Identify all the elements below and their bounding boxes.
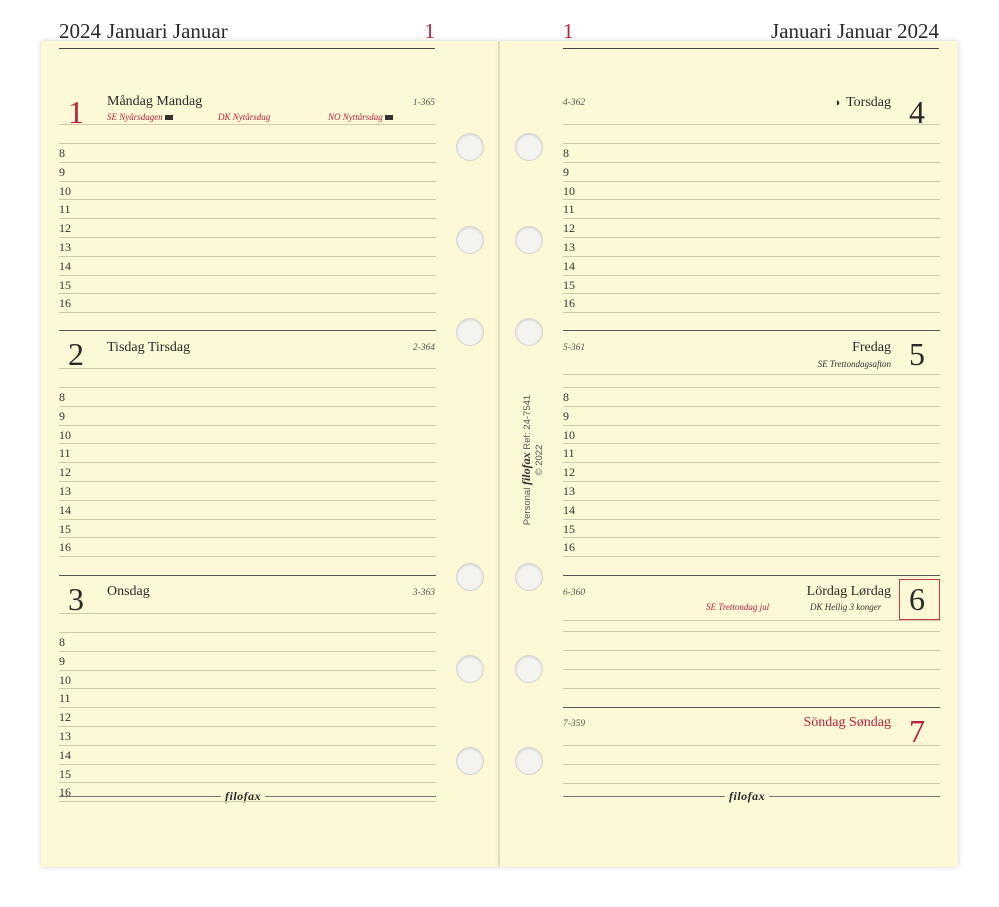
header-month-year: Januari Januar 2024 (771, 19, 939, 43)
ruled-line (563, 256, 940, 257)
ruled-line (563, 519, 940, 520)
hour-label: 8 (563, 146, 569, 160)
ruled-line (563, 537, 940, 538)
hour-label: 15 (59, 767, 71, 781)
ruled-line (59, 256, 436, 257)
ruled-line (563, 312, 940, 313)
hour-label: 14 (59, 259, 71, 273)
hour-label: 9 (59, 165, 65, 179)
hour-label: 15 (59, 522, 71, 536)
day-of-year: 4-362 (563, 98, 586, 108)
hour-label: 16 (563, 296, 575, 310)
binder-hole (515, 133, 543, 161)
ruled-line (59, 124, 436, 125)
day-name: Fredag (852, 340, 891, 355)
ruled-line (59, 181, 436, 182)
binder-hole (456, 655, 484, 683)
hour-label: 14 (563, 259, 575, 273)
hour-label: 8 (563, 390, 569, 404)
binder-hole (515, 318, 543, 346)
hour-label: 14 (59, 503, 71, 517)
hour-label: 9 (59, 409, 65, 423)
ruled-line (563, 162, 940, 163)
ruled-line (563, 293, 940, 294)
binder-hole (456, 318, 484, 346)
right-page-header (563, 18, 939, 49)
day-number: 5 (909, 336, 925, 372)
binder-hole (456, 747, 484, 775)
left-page (41, 41, 499, 867)
hour-label: 11 (59, 202, 71, 216)
ruled-line (59, 537, 436, 538)
ruled-line (59, 143, 436, 144)
hour-label: 10 (563, 428, 575, 442)
day-of-year: 1-365 (412, 98, 435, 108)
ruled-line (563, 556, 940, 557)
day-divider (563, 707, 940, 708)
ruled-line (59, 782, 436, 783)
header-year: 2024 (59, 19, 101, 43)
flag-icon (165, 115, 173, 120)
day-name: Tisdag Tirsdag (107, 340, 191, 355)
hour-label: 16 (563, 540, 575, 554)
hour-label: 12 (59, 465, 71, 479)
hour-label: 16 (59, 296, 71, 310)
hour-label: 16 (59, 540, 71, 554)
day-name: Måndag Mandag (107, 94, 203, 109)
day-of-year: 3-363 (412, 588, 435, 598)
binder-hole (515, 563, 543, 591)
holiday-no: NO Nyttårsdag (328, 112, 393, 122)
holiday-se: SE Trettondagsafton (817, 359, 891, 369)
ruled-line (59, 764, 436, 765)
header-week: 1 (563, 19, 574, 43)
ruled-line (59, 406, 436, 407)
footer-brand-logo: filofax (221, 789, 265, 804)
ruled-line (563, 783, 940, 784)
binder-hole (515, 655, 543, 683)
ruled-line (563, 688, 940, 689)
ruled-line (59, 275, 436, 276)
spine-brand: filofax (519, 452, 533, 486)
ruled-line (563, 374, 940, 375)
hour-label: 10 (59, 673, 71, 687)
day-of-year: 2-364 (412, 343, 435, 353)
day-name: Onsdag (107, 584, 150, 599)
ruled-line (59, 443, 436, 444)
hour-label: 13 (59, 240, 71, 254)
ruled-line (59, 519, 436, 520)
ruled-line (563, 443, 940, 444)
day-name: Söndag Søndag (803, 715, 891, 730)
hour-label: 13 (59, 484, 71, 498)
hour-label: 13 (59, 729, 71, 743)
hour-label: 10 (59, 184, 71, 198)
spine-text (520, 395, 546, 525)
hour-label: 8 (59, 390, 65, 404)
ruled-line (563, 387, 940, 388)
hour-label: 12 (59, 710, 71, 724)
holiday-se: SE Trettondag jul (706, 602, 770, 612)
ruled-line (59, 368, 436, 369)
ruled-line (59, 218, 436, 219)
ruled-line (59, 237, 436, 238)
ruled-line (59, 688, 436, 689)
hour-label: 11 (59, 446, 71, 460)
ruled-line (563, 181, 940, 182)
holiday-se: SE Nyårsdagen (107, 112, 173, 122)
spine-copyright: © 2022 (534, 444, 545, 476)
hour-label: 15 (59, 278, 71, 292)
ruled-line (563, 143, 940, 144)
binder-hole (515, 226, 543, 254)
hour-label: 9 (59, 654, 65, 668)
ruled-line (563, 275, 940, 276)
hour-label: 11 (59, 691, 71, 705)
ruled-line (59, 162, 436, 163)
hour-label: 15 (563, 522, 575, 536)
ruled-line (563, 631, 940, 632)
binder-hole (456, 226, 484, 254)
day-divider (59, 330, 436, 331)
day-number: 2 (68, 336, 84, 372)
left-page-header (59, 18, 435, 49)
ruled-line (563, 406, 940, 407)
ruled-line (59, 613, 436, 614)
ruled-line (563, 500, 940, 501)
ruled-line (563, 218, 940, 219)
ruled-line (59, 801, 436, 802)
day-number: 4 (909, 94, 925, 130)
ruled-line (563, 199, 940, 200)
footer-brand-logo: filofax (725, 789, 769, 804)
hour-label: 15 (563, 278, 575, 292)
hour-label: 14 (563, 503, 575, 517)
day-of-year: 5-361 (563, 343, 586, 353)
day-number: 3 (68, 581, 84, 617)
ruled-line (59, 425, 436, 426)
ruled-line (563, 237, 940, 238)
ruled-line (563, 764, 940, 765)
ruled-line (563, 650, 940, 651)
ruled-line (59, 462, 436, 463)
binder-hole (456, 563, 484, 591)
hour-label: 8 (59, 146, 65, 160)
ruled-line (59, 481, 436, 482)
day-number: 1 (68, 94, 84, 130)
ruled-line (59, 312, 436, 313)
binder-hole (515, 747, 543, 775)
hour-label: 12 (59, 221, 71, 235)
ruled-line (59, 726, 436, 727)
ruled-line (563, 620, 940, 621)
ruled-line (59, 670, 436, 671)
hour-label: 9 (563, 409, 569, 423)
ruled-line (59, 707, 436, 708)
ruled-line (59, 500, 436, 501)
header-week: 1 (424, 19, 435, 43)
ruled-line (59, 745, 436, 746)
ruled-line (563, 124, 940, 125)
header-month: Januari Januar (107, 19, 228, 43)
ruled-line (59, 293, 436, 294)
ruled-line (563, 745, 940, 746)
holiday-dk: DK Hellig 3 konger (810, 602, 882, 612)
day-name: ◑ Torsdag (833, 95, 891, 110)
hour-label: 8 (59, 635, 65, 649)
hour-label: 9 (563, 165, 569, 179)
ruled-line (59, 556, 436, 557)
hour-label: 13 (563, 484, 575, 498)
hour-label: 10 (563, 184, 575, 198)
day-number: 7 (909, 713, 925, 749)
hour-label: 14 (59, 748, 71, 762)
ruled-line (59, 199, 436, 200)
hour-label: 12 (563, 221, 575, 235)
hour-label: 16 (59, 785, 71, 799)
day-divider (563, 575, 940, 576)
ruled-line (563, 669, 940, 670)
binder-hole (456, 133, 484, 161)
day-divider (563, 330, 940, 331)
day-divider (59, 575, 436, 576)
ruled-line (59, 632, 436, 633)
spine-personal: Personal (522, 487, 533, 526)
ruled-line (563, 425, 940, 426)
day-number: 6 (909, 581, 925, 617)
page-gutter (498, 41, 500, 867)
day-name: Lördag Lørdag (806, 584, 891, 599)
day-of-year: 7-359 (563, 719, 586, 729)
hour-label: 13 (563, 240, 575, 254)
ruled-line (563, 481, 940, 482)
holiday-dk: DK Nytårsdag (218, 112, 271, 122)
spine-ref: Ref: 24-7541 (522, 394, 533, 450)
half-moon-icon: ◑ (833, 97, 841, 109)
ruled-line (59, 651, 436, 652)
hour-label: 12 (563, 465, 575, 479)
ruled-line (59, 387, 436, 388)
hour-label: 11 (563, 446, 575, 460)
ruled-line (563, 462, 940, 463)
flag-icon (385, 115, 393, 120)
day-of-year: 6-360 (563, 588, 586, 598)
hour-label: 11 (563, 202, 575, 216)
hour-label: 10 (59, 428, 71, 442)
